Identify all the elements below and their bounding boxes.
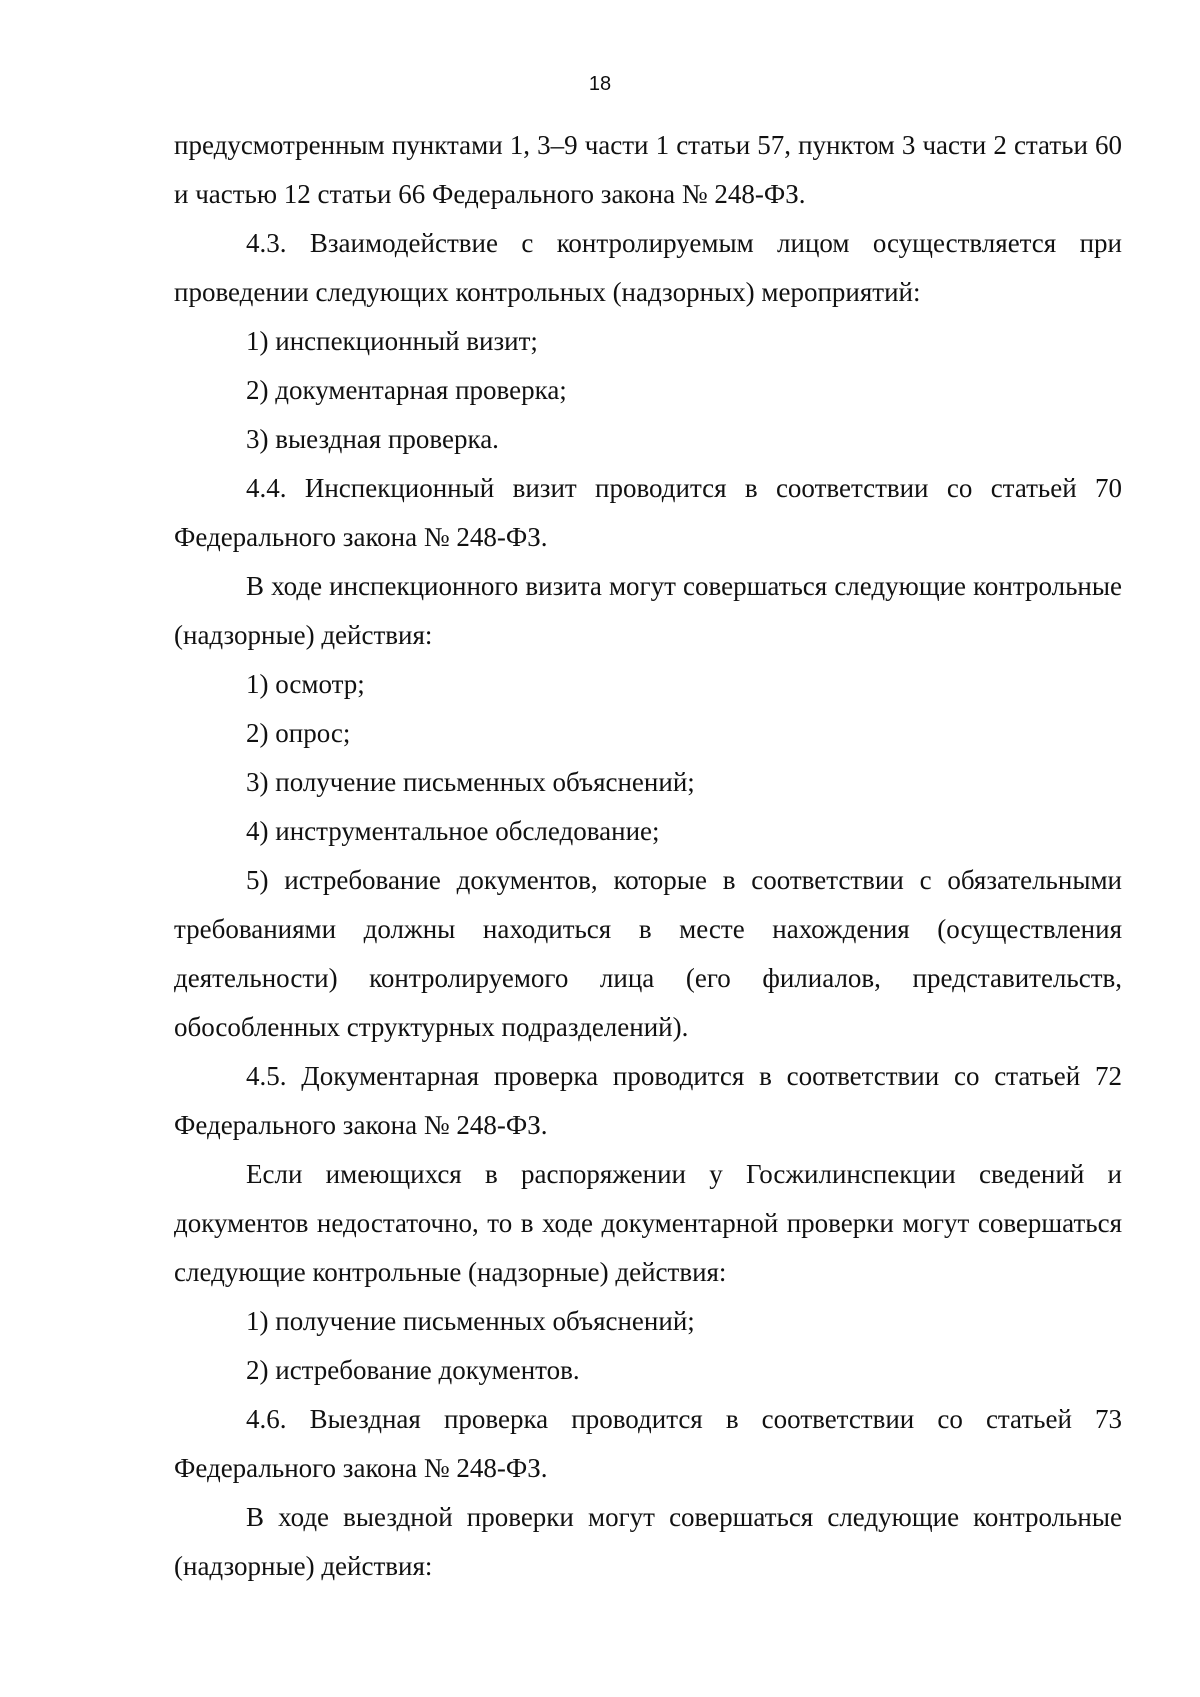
paragraph: предусмотренным пунктами 1, 3–9 части 1 статьи 57, пунктом 3 части 2 статьи 60 и частью 12 статьи 66 Федерального закона № 248-ФЗ. [174,130,1122,209]
list-item: 2) опрос; [246,718,351,748]
page-number: 18 [588,73,612,95]
paragraph: В ходе выездной проверки могут совершаться следующие контрольные (надзорные) действия: [174,1502,1122,1581]
list-item: 1) получение письменных объяснений; [246,1306,695,1336]
paragraph: Если имеющихся в распоряжении у Госжилинспекции сведений и документов недостаточно, то в ходе документарной проверки могут совершаться следующие контрольные (надзорные) действия: [174,1159,1122,1287]
list-item: 2) истребование документов. [246,1355,580,1385]
list-item: 3) получение письменных объяснений; [246,767,695,797]
paragraph: 4.3. Взаимодействие с контролируемым лицом осуществляется при проведении следующих контрольных (надзорных) мероприятий: [174,228,1122,307]
paragraph: В ходе инспекционного визита могут совершаться следующие контрольные (надзорные) действия: [174,571,1122,650]
list-item: 5) истребование документов, которые в соответствии с обязательными требованиями должны находиться в месте нахождения (осуществления деятельности) контролируемого лица (его филиалов, представительств, обособленных структурных подразделений). [174,865,1122,1042]
list-item: 3) выездная проверка. [246,424,499,454]
paragraph: 4.5. Документарная проверка проводится в соответствии со статьей 72 Федерального закона № 248-ФЗ. [174,1061,1122,1140]
paragraph: 4.4. Инспекционный визит проводится в соответствии со статьей 70 Федерального закона № 248-ФЗ. [174,473,1122,552]
list-item: 1) инспекционный визит; [246,326,538,356]
paragraph: 4.6. Выездная проверка проводится в соответствии со статьей 73 Федерального закона № 248-ФЗ. [174,1404,1122,1483]
list-item: 4) инструментальное обследование; [246,816,660,846]
document-body [174,121,1122,1591]
list-item: 2) документарная проверка; [246,375,567,405]
list-item: 1) осмотр; [246,669,365,699]
